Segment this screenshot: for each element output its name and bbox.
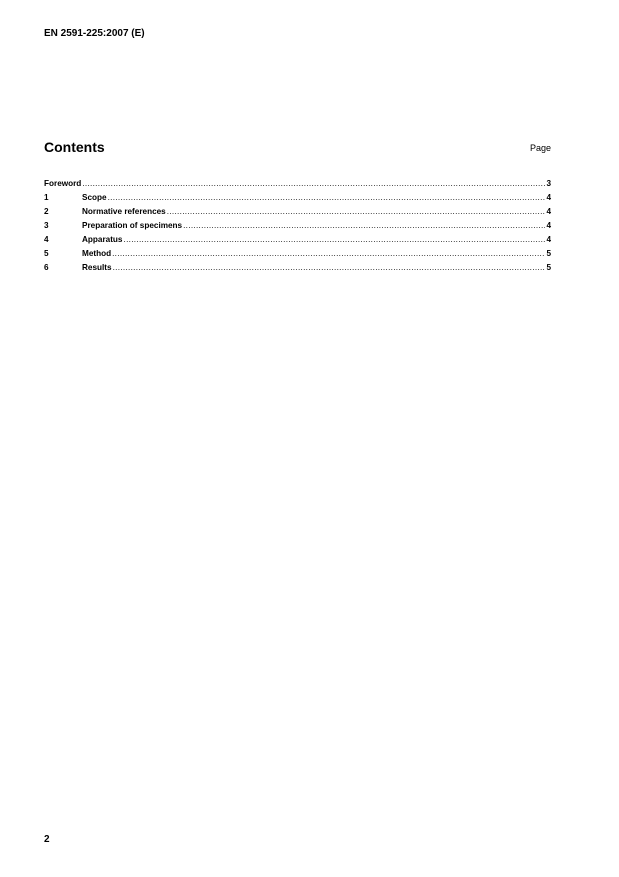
toc-dot-leader xyxy=(112,247,545,261)
toc-entry-number: 2 xyxy=(44,207,49,216)
toc-entry-number: 3 xyxy=(44,221,49,230)
contents-heading: Contents xyxy=(44,139,105,155)
toc-dot-leader xyxy=(167,205,546,219)
table-of-contents xyxy=(44,177,551,275)
toc-entry-title: Apparatus xyxy=(82,235,123,244)
toc-entry-page: 4 xyxy=(546,207,551,216)
toc-entry-title: Method xyxy=(82,249,112,258)
toc-dot-leader xyxy=(113,261,546,275)
page-column-heading: Page xyxy=(529,143,551,153)
toc-entry-page: 5 xyxy=(546,249,551,258)
toc-entry-title: Normative references xyxy=(82,207,166,216)
toc-entry-number: 1 xyxy=(44,193,49,202)
page-number: 2 xyxy=(44,834,50,845)
toc-entry-page: 4 xyxy=(546,221,551,230)
toc-dot-leader xyxy=(124,233,546,247)
document-code: EN 2591-225:2007 (E) xyxy=(44,28,145,39)
toc-entry-title: Preparation of specimens xyxy=(82,221,183,230)
toc-entry-results[interactable] xyxy=(44,261,551,275)
toc-dot-leader xyxy=(108,191,546,205)
toc-entry-page: 4 xyxy=(546,193,551,202)
toc-entry-number: 4 xyxy=(44,235,49,244)
toc-dot-leader xyxy=(82,177,545,191)
toc-entry-title: Foreword xyxy=(44,179,82,188)
toc-entry-page: 3 xyxy=(546,179,551,188)
toc-entry-title: Scope xyxy=(82,193,107,202)
toc-entry-method[interactable] xyxy=(44,247,551,261)
toc-entry-apparatus[interactable] xyxy=(44,233,551,247)
toc-entry-number: 5 xyxy=(44,249,49,258)
toc-entry-foreword[interactable] xyxy=(44,177,551,191)
toc-entry-preparation-of-specimens[interactable] xyxy=(44,219,551,233)
toc-entry-page: 5 xyxy=(546,263,551,272)
toc-entry-number: 6 xyxy=(44,263,49,272)
toc-entry-scope[interactable] xyxy=(44,191,551,205)
toc-entry-title: Results xyxy=(82,263,112,272)
toc-entry-normative-references[interactable] xyxy=(44,205,551,219)
toc-dot-leader xyxy=(183,219,545,233)
toc-entry-page: 4 xyxy=(546,235,551,244)
